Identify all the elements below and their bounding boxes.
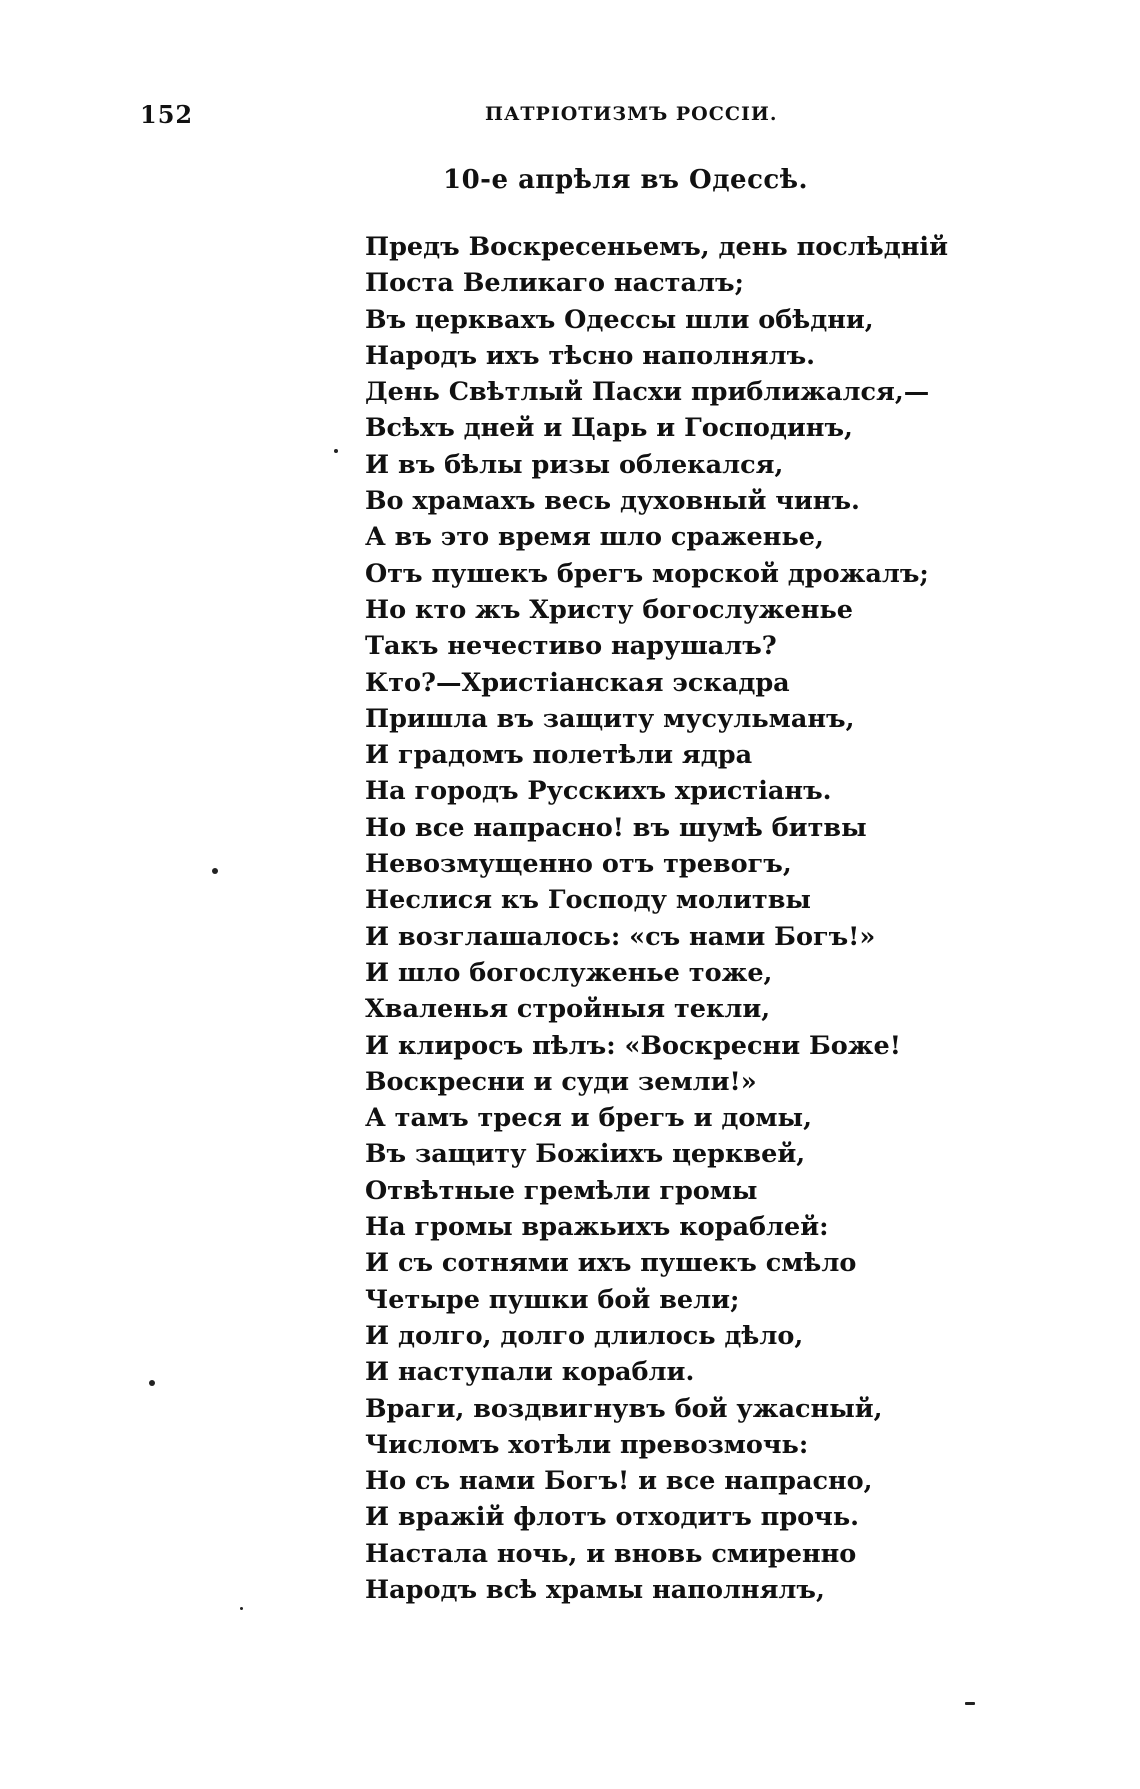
scan-speck [149,1380,155,1386]
poem-line: Числомъ хотѣли превозмочь: [365,1429,809,1460]
poem-line: На городъ Русскихъ христіанъ. [365,776,832,807]
poem-line: И съ сотнями ихъ пушекъ смѣло [365,1248,857,1279]
poem-line: Предъ Воскресеньемъ, день послѣдній [365,232,948,262]
poem-line: Хваленья стройныя текли, [365,994,771,1025]
scan-speck [965,1702,975,1705]
poem-line: И наступали корабли. [365,1357,695,1388]
poem-line: И шло богослуженье тоже, [365,957,773,988]
poem-line: Народъ ихъ тѣсно наполнялъ. [365,340,816,371]
poem-body [365,229,948,1608]
poem-line: Четыре пушки бой вели; [365,1284,740,1315]
poem-line: И въ бѣлы ризы облекался, [365,449,784,480]
poem-line: А въ это время шло сраженье, [365,522,824,553]
poem-line: И вражій флотъ отходитъ прочь. [365,1502,860,1533]
poem-line: Отъ пушекъ брегъ морской дрожалъ; [365,558,929,589]
poem-line: Но кто жъ Христу богослуженье [365,594,853,625]
poem-line: И градомъ полетѣли ядра [365,740,753,771]
poem-line: И долго, долго длилось дѣло, [365,1320,804,1351]
running-head: ПАТРІОТИЗМЪ РОССІИ. [485,103,778,125]
poem-line: Всѣхъ дней и Царь и Господинъ, [365,413,853,444]
poem-line: Во храмахъ весь духовный чинъ. [365,486,860,517]
poem-line: Въ защиту Божіихъ церквей, [365,1139,806,1170]
poem-line: На громы вражьихъ кораблей: [365,1212,829,1243]
poem-line: И возглашалось: «съ нами Богъ!» [365,921,876,952]
poem-line: Воскресни и суди земли!» [365,1066,757,1097]
poem-line: Кто?—Христіанская эскадра [365,667,790,698]
scan-speck [334,449,338,453]
scan-speck [240,1607,243,1610]
page-number: 152 [140,100,194,129]
poem-line: Враги, воздвигнувъ бой ужасный, [365,1393,883,1424]
poem-line: День Свѣтлый Пасхи приближался,— [365,377,930,408]
poem-line: Неслися къ Господу молитвы [365,885,811,916]
poem-line: Поста Великаго насталъ; [365,268,744,299]
poem-line: Но все напрасно! въ шумѣ битвы [365,812,867,843]
poem-line: А тамъ треся и брегъ и домы, [365,1103,812,1134]
poem-line: Въ церквахъ Одессы шли обѣдни, [365,304,874,335]
poem-line: Невозмущенно отъ тревогъ, [365,849,792,880]
poem-line: Отвѣтные гремѣли громы [365,1175,758,1206]
poem-line: Настала ночь, и вновь смиренно [365,1538,857,1569]
poem-title: 10-е апрѣля въ Одессѣ. [443,165,809,195]
poem-line: Народъ всѣ храмы наполнялъ, [365,1574,825,1605]
poem-line: Такъ нечестиво нарушалъ? [365,631,777,662]
scan-speck [212,868,218,874]
poem-line: И клиросъ пѣлъ: «Воскресни Боже! [365,1030,901,1061]
poem-line: Но съ нами Богъ! и все напрасно, [365,1466,873,1497]
poem-line: Пришла въ защиту мусульманъ, [365,703,855,734]
